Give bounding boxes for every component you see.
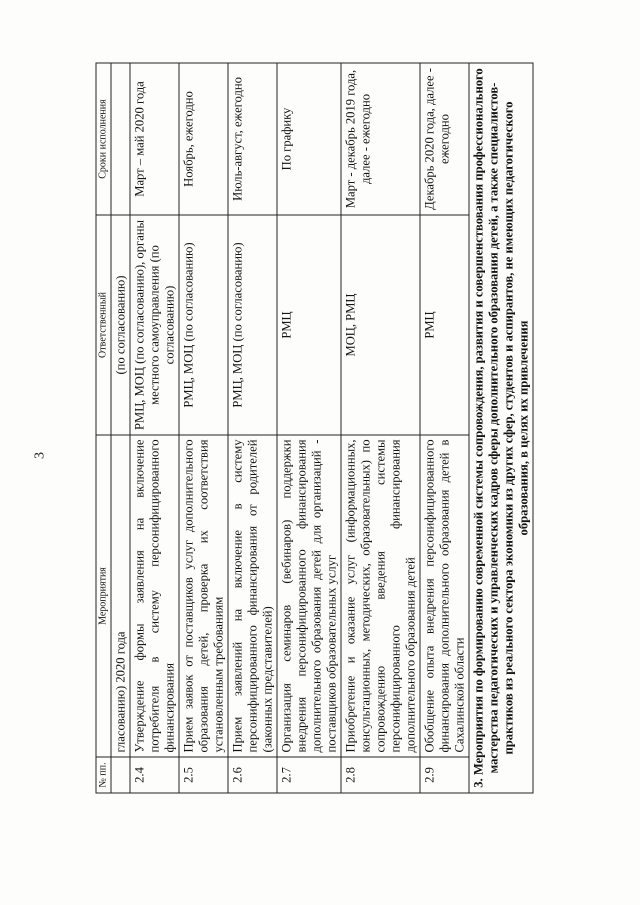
- row-term: Ноябрь, ежегодно: [179, 63, 228, 215]
- row-activity: Утверждение формы заявления на включение потребителя в систему персонифицированного финансирования: [130, 435, 179, 757]
- row-activity: Прием заявок от поставщиков услуг дополнительного образования детей, проверка их соответствия установленным требованиям: [179, 435, 228, 757]
- table-row: [228, 63, 277, 793]
- table-row: [420, 63, 469, 793]
- row-activity: Приобретение и оказание услуг (информационных, консультационных, методических, образовательных) по сопровождению введения системы персонифицированного финансирования дополнительного образования детей: [341, 435, 420, 757]
- row-activity: Организация семинаров (вебинаров) поддержки внедрения персонифицированного финансирования дополнительного образования детей для организаций - поставщиков образовательных услуг: [277, 435, 341, 757]
- row-responsible: РМЦ, МОЦ (по согласованию): [228, 215, 277, 435]
- section-title: Мероприятия по формированию современной системы сопровождения, развития и совершенствования профессионального мастерства педагогических и управленческих кадров сферы дополнительного образования детей, а также специалистов-практиков из реального сектора экономики из других сфер, студентов и аспирантов, не имеющих педагогического образования, в целях их привлечения: [471, 67, 530, 775]
- header-term: Сроки исполнения: [96, 63, 111, 215]
- row-term: Март - декабрь 2019 года, далее - ежегодно: [341, 63, 420, 215]
- carryover-responsible: (по согласованию): [111, 215, 130, 435]
- row-responsible: РМЦ: [420, 215, 469, 435]
- row-term: Июль-август, ежегодно: [228, 63, 277, 215]
- carryover-num: [111, 757, 130, 793]
- row-term: Март – май 2020 года: [130, 63, 179, 215]
- row-num: 2.9: [420, 757, 469, 793]
- row-activity: Прием заявлений на включение в систему персонифицированного финансирования от родителей (законных представителей): [228, 435, 277, 757]
- table-header-row: [96, 63, 111, 793]
- row-num: 2.8: [341, 757, 420, 793]
- page-number: 3: [32, 451, 47, 459]
- row-responsible: РМЦ, МОЦ (по согласованию), органы местного самоуправления (по согласованию): [130, 215, 179, 435]
- row-num: 2.4: [130, 757, 179, 793]
- table-row-carryover: [111, 63, 130, 793]
- table-row: [341, 63, 420, 793]
- row-num: 2.7: [277, 757, 341, 793]
- row-activity: Обобщение опыта внедрения персонифицированного финансирования дополнительного образования детей в Сахалинской области: [420, 435, 469, 757]
- table-row: [130, 63, 179, 793]
- row-num: 2.6: [228, 757, 277, 793]
- row-num: 2.5: [179, 757, 228, 793]
- section-heading: [469, 63, 533, 793]
- section-number: 3.: [471, 777, 485, 788]
- header-responsible: Ответственный: [96, 215, 111, 435]
- carryover-activity: гласованию) 2020 года: [111, 435, 130, 757]
- header-activity: Мероприятия: [96, 435, 111, 757]
- table-row: [179, 63, 228, 793]
- row-responsible: РМЦ: [277, 215, 341, 435]
- section-heading-row: [469, 63, 533, 793]
- row-term: Декабрь 2020 года, далее - ежегодно: [420, 63, 469, 215]
- row-responsible: РМЦ, МОЦ (по согласованию): [179, 215, 228, 435]
- row-responsible: МОЦ, РМЦ: [341, 215, 420, 435]
- table-row: [277, 63, 341, 793]
- activities-table: [95, 62, 533, 793]
- header-num: № пп.: [96, 757, 111, 793]
- row-term: По графику: [277, 63, 341, 215]
- carryover-term: [111, 63, 130, 215]
